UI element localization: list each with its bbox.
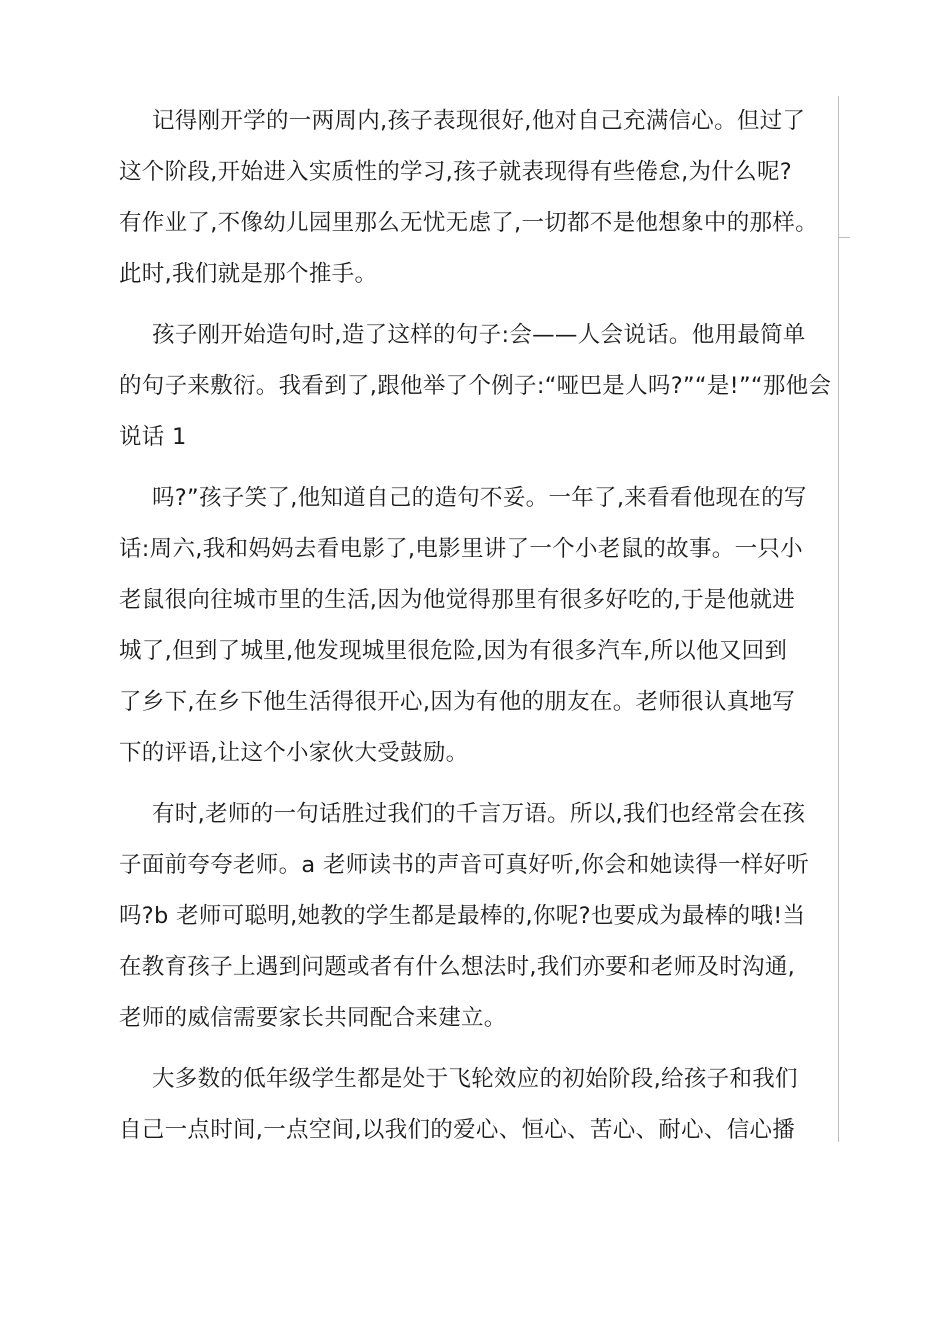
text-line: 孩子刚开始造句时,造了这样的句子:会——人会说话。他用最简单 <box>152 322 806 348</box>
text-line: 记得刚开学的一两周内,孩子表现很好,他对自己充满信心。但过了 <box>152 108 806 134</box>
text-line: 老师的威信需要家长共同配合来建立。 <box>119 1005 507 1031</box>
text-line: 吗?”孩子笑了,他知道自己的造句不妥。一年了,来看看他现在的写 <box>152 485 807 511</box>
text-line: 有时,老师的一句话胜过我们的千言万语。所以,我们也经常会在孩 <box>152 801 806 827</box>
text-line: 在教育孩子上遇到问题或者有什么想法时,我们亦要和老师及时沟通, <box>119 954 796 980</box>
text-line: 这个阶段,开始进入实质性的学习,孩子就表现得有些倦怠,为什么呢? <box>119 159 792 185</box>
text-line: 大多数的低年级学生都是处于飞轮效应的初始阶段,给孩子和我们 <box>152 1066 798 1092</box>
paragraph-2 <box>119 310 835 463</box>
text-line: 说话 1 <box>119 424 187 450</box>
paragraph-5 <box>119 1054 835 1156</box>
paragraph-4 <box>119 789 835 1044</box>
text-line: 话:周六,我和妈妈去看电影了,电影里讲了一个小老鼠的故事。一只小 <box>119 536 803 562</box>
paragraph-3 <box>119 473 835 779</box>
margin-rule-tick <box>838 230 850 238</box>
text-line: 的句子来敷衍。我看到了,跟他举了个例子:“哑巴是人吗?”“是!”“那他会 <box>119 373 832 399</box>
text-line: 了乡下,在乡下他生活得很开心,因为有他的朋友在。老师很认真地写 <box>119 689 796 715</box>
text-line: 吗?b 老师可聪明,她教的学生都是最棒的,你呢?也要成为最棒的哦!当 <box>119 903 806 929</box>
paragraph-1 <box>119 96 835 300</box>
text-line: 城了,但到了城里,他发现城里很危险,因为有很多汽车,所以他又回到 <box>119 638 788 664</box>
text-line: 老鼠很向往城市里的生活,因为他觉得那里有很多好吃的,于是他就进 <box>119 587 796 613</box>
text-line: 自己一点时间,一点空间,以我们的爱心、恒心、苦心、耐心、信心播 <box>119 1117 796 1143</box>
text-line: 下的评语,让这个小家伙大受鼓励。 <box>119 740 469 766</box>
text-line: 有作业了,不像幼儿园里那么无忧无虑了,一切都不是他想象中的那样。 <box>119 210 818 236</box>
margin-rule-upper <box>838 96 839 230</box>
margin-rule-lower <box>838 238 839 1142</box>
text-line: 子面前夸夸老师。a 老师读书的声音可真好听,你会和她读得一样好听 <box>119 852 810 878</box>
text-line: 此时,我们就是那个推手。 <box>119 261 378 287</box>
document-body <box>119 96 835 1166</box>
